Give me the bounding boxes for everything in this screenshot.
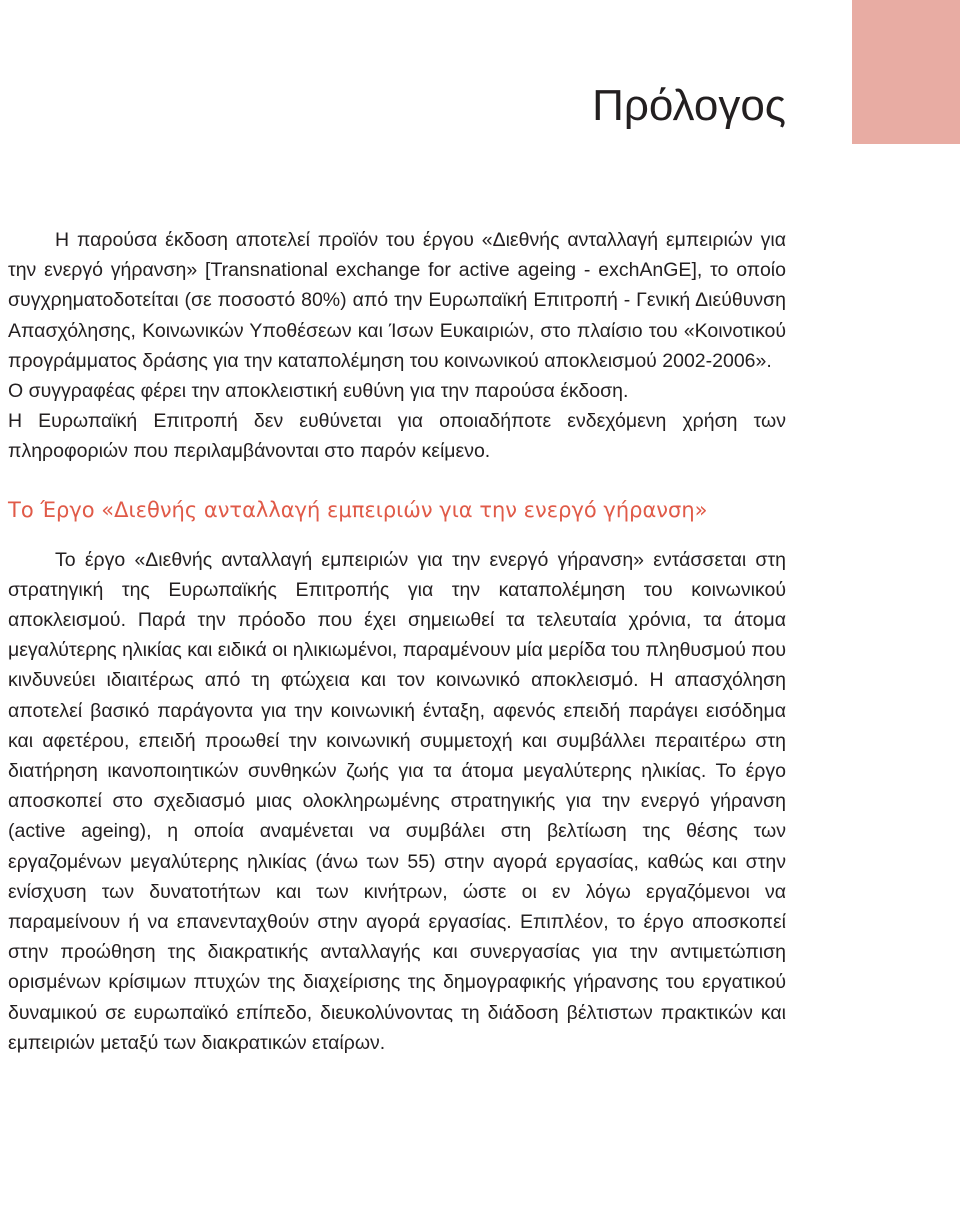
responsibility-note: Ο συγγραφέας φέρει την αποκλειστική ευθύνη για την παρούσα έκδοση. (8, 380, 629, 403)
corner-color-tab (852, 0, 960, 144)
page-title: Πρόλογος (592, 81, 786, 130)
disclaimer-note: Η Ευρωπαϊκή Επιτροπή δεν ευθύνεται για οποιαδήποτε ενδεχόμενη χρήση των πληροφοριών που περιλαμβάνονται στο παρόν κείμενο. (8, 410, 786, 463)
page-content (8, 225, 786, 1058)
section-heading: Το Έργο «Διεθνής ανταλλαγή εμπειριών για την ενεργό γήρανση» (8, 497, 708, 522)
intro-paragraph: Η παρούσα έκδοση αποτελεί προϊόν του έργου «Διεθνής ανταλλαγή εμπειριών για την ενεργό γήρανση» [Transnational exchange for active ageing - exchAnGE], το οποίο συγχρηματοδοτείται (σε ποσοστό 80%) από την Ευρωπαϊκή Επιτροπή - Γενική Διεύθυνση Απασχόλησης, Κοινωνικών Υποθέσεων και Ίσων Ευκαιριών, στο πλαίσιο του «Κοινοτικού προγράμματος δράσης για την καταπολέμηση του κοινωνικού αποκλεισμού 2002-2006». (8, 229, 786, 372)
section-body: Το έργο «Διεθνής ανταλλαγή εμπειριών για την ενεργό γήρανση» εντάσσεται στη στρατηγική της Ευρωπαϊκής Επιτροπής για την καταπολέμηση του κοινωνικού αποκλεισμού. Παρά την πρόοδο που έχει σημειωθεί τα τελευταία χρόνια, τα άτομα μεγαλύτερης ηλικίας και ειδικά οι ηλικιωμένοι, παραμένουν μία μερίδα του πληθυσμού που κινδυνεύει ιδιαιτέρως από τη φτώχεια και τον κοινωνικό αποκλεισμό. Η απασχόληση αποτελεί βασικό παράγοντα για την κοινωνική ένταξη, αφενός επειδή παράγει εισόδημα και αφετέρου, επειδή προωθεί την κοινωνική συμμετοχή και συμβάλλει περαιτέρω στη διατήρηση ικανοποιητικών συνθηκών ζωής για τα άτομα μεγαλύτερης ηλικίας. Το έργο αποσκοπεί στο σχεδιασμό μιας ολοκληρωμένης στρατηγικής για την ενεργό γήρανση (active ageing), η οποία αναμένεται να συμβάλει στη βελτίωση της θέσης των εργαζομένων μεγαλύτερης ηλικίας (άνω των 55) στην αγορά εργασίας, καθώς και στην ενίσχυση των δυνατοτήτων και των κινήτρων, ώστε οι εν λόγω εργαζόμενοι να παραμείνουν ή να επανενταχθούν στην αγορά εργασίας. Επιπλέον, το έργο αποσκοπεί στην προώθηση της διακρατικής ανταλλαγής και συνεργασίας για την αντιμετώπιση ορισμένων κρίσιμων πτυχών της διαχείρισης της δημογραφικής γήρανσης του εργατικού δυναμικού σε ευρωπαϊκό επίπεδο, διευκολύνοντας τη διάδοση βέλτιστων πρακτικών και εμπειριών μεταξύ των διακρατικών εταίρων. (8, 548, 786, 1054)
